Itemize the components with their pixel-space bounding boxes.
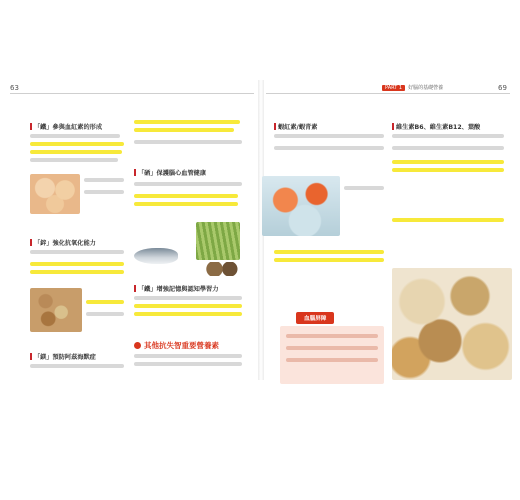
iron-memory-text-line-1 <box>134 296 242 300</box>
right-header-rule <box>266 93 510 94</box>
astaxanthin-highlight-1 <box>274 250 384 254</box>
selenium-text-line-1 <box>134 182 242 186</box>
left-page-number: 63 <box>10 84 19 92</box>
left-header-rule <box>10 93 254 94</box>
feature-title: 其他抗失智重要營養素 <box>134 340 219 351</box>
right-page-number: 69 <box>498 84 507 92</box>
section-title-b-vitamins: 維生素B6、維生素B12、葉酸 <box>392 122 480 131</box>
iron-memory-highlight-1 <box>134 304 242 308</box>
astaxanthin-text-line-2 <box>274 146 384 150</box>
selenium-highlight-1 <box>134 194 238 198</box>
iron-highlight-2 <box>30 150 122 154</box>
iron-text-line-3 <box>84 178 124 182</box>
astaxanthin-text-line-1 <box>274 134 384 138</box>
astaxanthin-highlight-2 <box>274 258 384 262</box>
eggs-image <box>30 174 80 214</box>
section-title-magnesium: 「鎂」預防阿茲海默症 <box>30 352 96 361</box>
nuts-image <box>30 288 82 332</box>
seafood-image <box>262 176 340 236</box>
left-col2-highlight-1 <box>134 120 240 124</box>
section-title-iron-memory: 「鐵」增強記憶與認知學習力 <box>134 284 218 293</box>
zinc-text-line-2 <box>86 312 124 316</box>
b-vitamins-highlight-2 <box>392 168 504 172</box>
left-col2-highlight-2 <box>134 128 234 132</box>
zinc-highlight-2 <box>30 270 124 274</box>
section-title-astaxanthin: 蝦紅素/蝦青素 <box>274 122 317 131</box>
feature-dot-icon <box>134 342 141 349</box>
fish-image <box>134 248 178 264</box>
iron-highlight-1 <box>30 142 124 146</box>
iron-memory-highlight-2 <box>134 312 242 316</box>
right-header <box>382 84 443 91</box>
bbb-box-title: 血腦屏障 <box>296 312 334 324</box>
left-col2-text-line-1 <box>134 140 242 144</box>
iron-text-line-1 <box>30 134 120 138</box>
iron-text-line-2 <box>30 158 118 162</box>
header-text: 好腦的基礎營養 <box>408 85 444 91</box>
b-vitamins-highlight-1 <box>392 160 504 164</box>
section-title-zinc: 「鋅」強化抗氧化能力 <box>30 238 96 247</box>
zinc-highlight-1 <box>30 262 124 266</box>
bbb-text-line-3 <box>286 358 378 362</box>
feature-text-line-2 <box>134 362 242 366</box>
astaxanthin-text-line-3 <box>344 186 384 190</box>
zinc-text-line-1 <box>30 250 124 254</box>
asparagus-image <box>196 222 240 260</box>
bbb-text-line-1 <box>286 334 378 338</box>
bbb-text-line-2 <box>286 346 378 350</box>
b-vitamins-highlight-3 <box>392 218 504 222</box>
selenium-highlight-2 <box>134 202 238 206</box>
iron-text-line-4 <box>84 190 124 194</box>
b-vitamins-text-line-1 <box>392 134 504 138</box>
feature-text-line-1 <box>134 354 242 358</box>
part-tag: PART 1 <box>382 85 405 91</box>
section-title-iron: 「鐵」參與血紅素的形成 <box>30 122 102 131</box>
b-vitamins-text-line-2 <box>392 146 504 150</box>
grains-image <box>392 268 512 380</box>
zinc-highlight-3 <box>86 300 124 304</box>
section-title-selenium: 「硒」保護腦心血管健康 <box>134 168 206 177</box>
mushrooms-image <box>206 262 240 276</box>
magnesium-text-line-1 <box>30 364 124 368</box>
